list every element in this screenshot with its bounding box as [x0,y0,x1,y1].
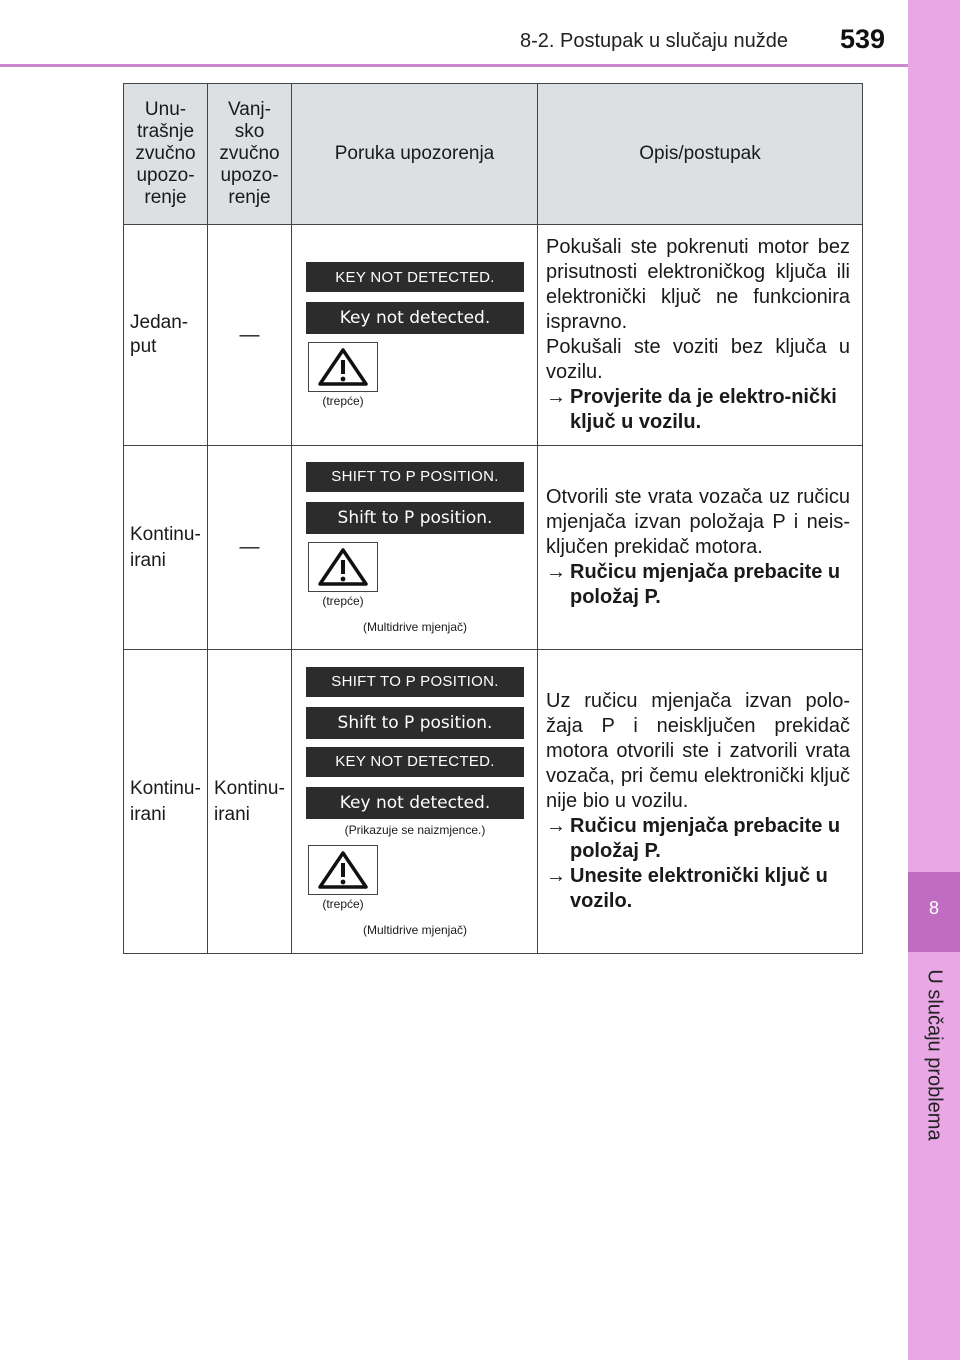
arrow-right-icon: → [546,561,566,583]
cell-interior: Kontinu-irani [124,650,208,954]
cell-message [292,446,538,650]
cell-exterior: — [208,225,292,446]
header-exterior-buzzer: Vanj-sko zvučno upozo-renje [208,84,292,225]
page-number: 539 [840,24,886,54]
flashing-caption: (trepće) [322,394,364,408]
description-text: Uz ručicu mjenjača izvan polo-žaja P i neisključen prekidač motora otvorili ste i zatvorili vrata vozača, pri čemu elektronički ključ nije bio u vozilu. [546,690,850,812]
table-row [124,225,863,446]
warning-triangle-icon [308,342,378,392]
display-screen-caps: KEY NOT DETECTED. [306,747,524,777]
table-row [124,446,863,650]
chapter-side-tab [908,0,960,1360]
warning-table [123,83,863,954]
display-screen-text: Shift to P position. [306,502,524,534]
table-header-row [124,84,863,225]
arrow-right-icon: → [546,386,566,408]
alternating-caption: (Prikazuje se naizmjence.) [344,822,486,837]
table-row [124,650,863,954]
display-screen-caps: SHIFT TO P POSITION. [306,667,524,697]
cell-description [538,446,863,650]
arrow-right-icon: → [546,815,566,837]
cell-exterior: — [208,446,292,650]
transmission-note: (Multidrive mjenjač) [362,922,468,937]
cell-message [292,650,538,954]
header-warning-message: Poruka upozorenja [292,84,538,225]
display-screen-text: Key not detected. [306,787,524,819]
display-screen-caps: SHIFT TO P POSITION. [306,462,524,492]
description-text: Pokušali ste voziti bez ključa u vozilu. [546,336,850,383]
action-item: → Ručicu mjenjača prebacite u položaj P. [546,561,841,608]
action-item: → Provjerite da je elektro-nički ključ u vozilu. [546,386,837,433]
display-screen-caps: KEY NOT DETECTED. [306,262,524,292]
warning-triangle-icon [308,845,378,895]
chapter-title: U slučaju problema [923,969,946,1141]
header-interior-buzzer: Unu-trašnje zvučno upozo-renje [124,84,208,225]
flashing-caption: (trepće) [322,593,364,608]
header-description: Opis/postupak [538,84,863,225]
cell-message [292,225,538,446]
cell-interior: Kontinu-irani [124,446,208,650]
warning-triangle-icon [308,542,378,592]
header-divider [0,64,908,67]
display-screen-text: Shift to P position. [306,707,524,739]
description-text: Pokušali ste pokrenuti motor bez prisutnosti elektroničkog ključa ili elektronički ključ ne funkcionira ispravno. [546,236,850,333]
cell-interior: Jedan-put [124,225,208,446]
transmission-note: (Multidrive mjenjač) [362,619,468,634]
description-text: Otvorili ste vrata vozača uz ručicu mjenjača izvan položaja P i neis-ključen prekidač motora. [546,486,850,558]
cell-exterior: Kontinu-irani [208,650,292,954]
display-screen-text: Key not detected. [306,302,524,334]
action-item: → Unesite elektronički ključ u vozilo. [546,865,828,912]
cell-description [538,225,863,446]
section-title: 8-2. Postupak u slučaju nužde [520,30,788,52]
cell-description [538,650,863,954]
arrow-right-icon: → [546,865,566,887]
chapter-number: 8 [928,898,939,918]
flashing-caption: (trepće) [322,896,364,911]
action-item: → Ručicu mjenjača prebacite u položaj P. [546,815,841,862]
